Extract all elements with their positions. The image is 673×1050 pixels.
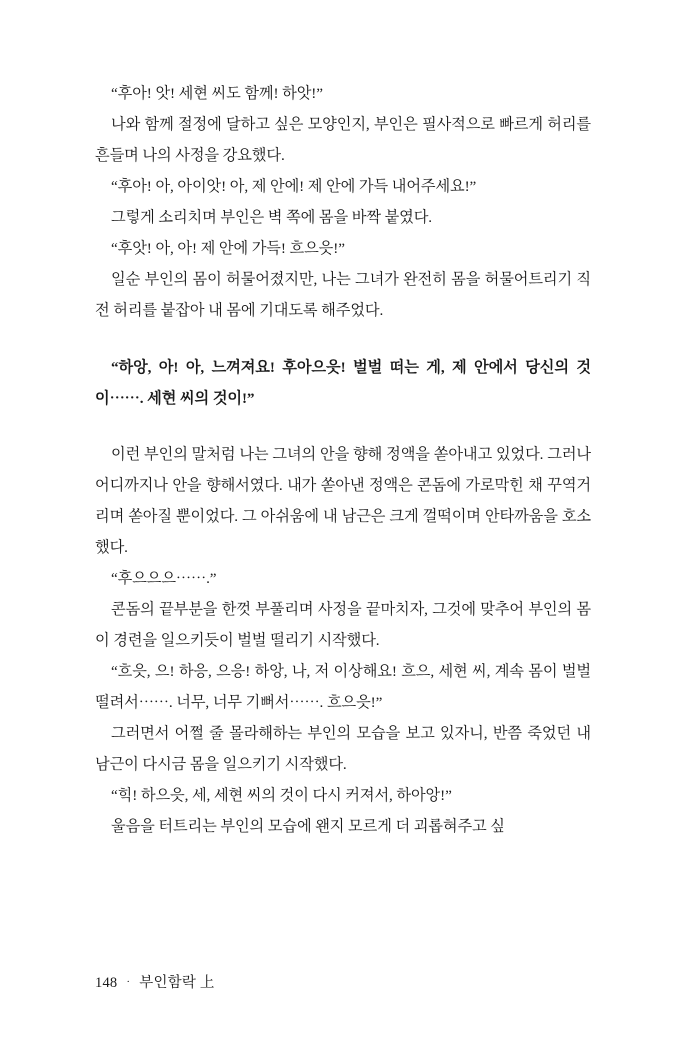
paragraph: 그러면서 어쩔 줄 몰라해하는 부인의 모습을 보고 있자니, 반쯤 죽었던 내 남근이 다시금 몸을 일으키기 시작했다. (95, 725, 591, 773)
paragraph: “후으으으⋯⋯.” (111, 570, 217, 587)
paragraph-spacer (95, 414, 591, 439)
paragraph: “흐읏, 으! 하응, 으응! 하앙, 나, 저 이상해요! 흐으, 세현 씨, 계속 몸이 벌벌 떨려서⋯⋯. 너무, 너무 기뻐서⋯⋯. 흐으읏!” (95, 663, 591, 711)
paragraph-spacer (95, 326, 591, 352)
paragraph: “후앗! 아, 아! 제 안에 가득! 흐으읏!” (111, 240, 345, 257)
paragraph-emphasis: “하앙, 아! 아, 느껴져요! 후아으읏! 벌벌 떠는 게, 제 안에서 당신의 것이⋯⋯. 세현 씨의 것이!” (95, 359, 591, 407)
paragraph: 울음을 터트리는 부인의 모습에 왠지 모르게 더 괴롭혀주고 싶 (111, 818, 505, 835)
paragraph: 콘돔의 끝부분을 한껏 부풀리며 사정을 끝마치자, 그것에 맞추어 부인의 몸이 경련을 일으키듯이 벌벌 떨리기 시작했다. (95, 601, 591, 649)
book-title: 부인함락 上 (139, 975, 215, 991)
page-footer (95, 971, 215, 992)
paragraph: 나와 함께 절정에 달하고 싶은 모양인지, 부인은 필사적으로 빠르게 허리를 흔들며 나의 사정을 강요했다. (95, 116, 591, 164)
page-number: 148 (95, 975, 118, 991)
paragraph: 그렇게 소리치며 부인은 벽 쪽에 몸을 바짝 붙였다. (111, 209, 432, 226)
page-body-text (95, 78, 591, 842)
footer-separator: · (126, 976, 131, 988)
paragraph: “후아! 앗! 세현 씨도 함께! 하앗!” (111, 85, 323, 102)
paragraph: 일순 부인의 몸이 허물어졌지만, 나는 그녀가 완전히 몸을 허물어트리기 직전 허리를 붙잡아 내 몸에 기대도록 해주었다. (95, 271, 591, 319)
paragraph: “힉! 하으읏, 세, 세현 씨의 것이 다시 커져서, 하아앙!” (111, 787, 452, 804)
paragraph: “후아! 아, 아이앗! 아, 제 안에! 제 안에 가득 내어주세요!” (111, 178, 477, 195)
paragraph: 이런 부인의 말처럼 나는 그녀의 안을 향해 정액을 쏟아내고 있었다. 그러나 어디까지나 안을 향해서였다. 내가 쏟아낸 정액은 콘돔에 가로막힌 채 꾸역거리며 쏟아질 뿐이었다. 그 아쉬움에 내 남근은 크게 껄떡이며 안타까움을 호소했다. (95, 446, 591, 556)
